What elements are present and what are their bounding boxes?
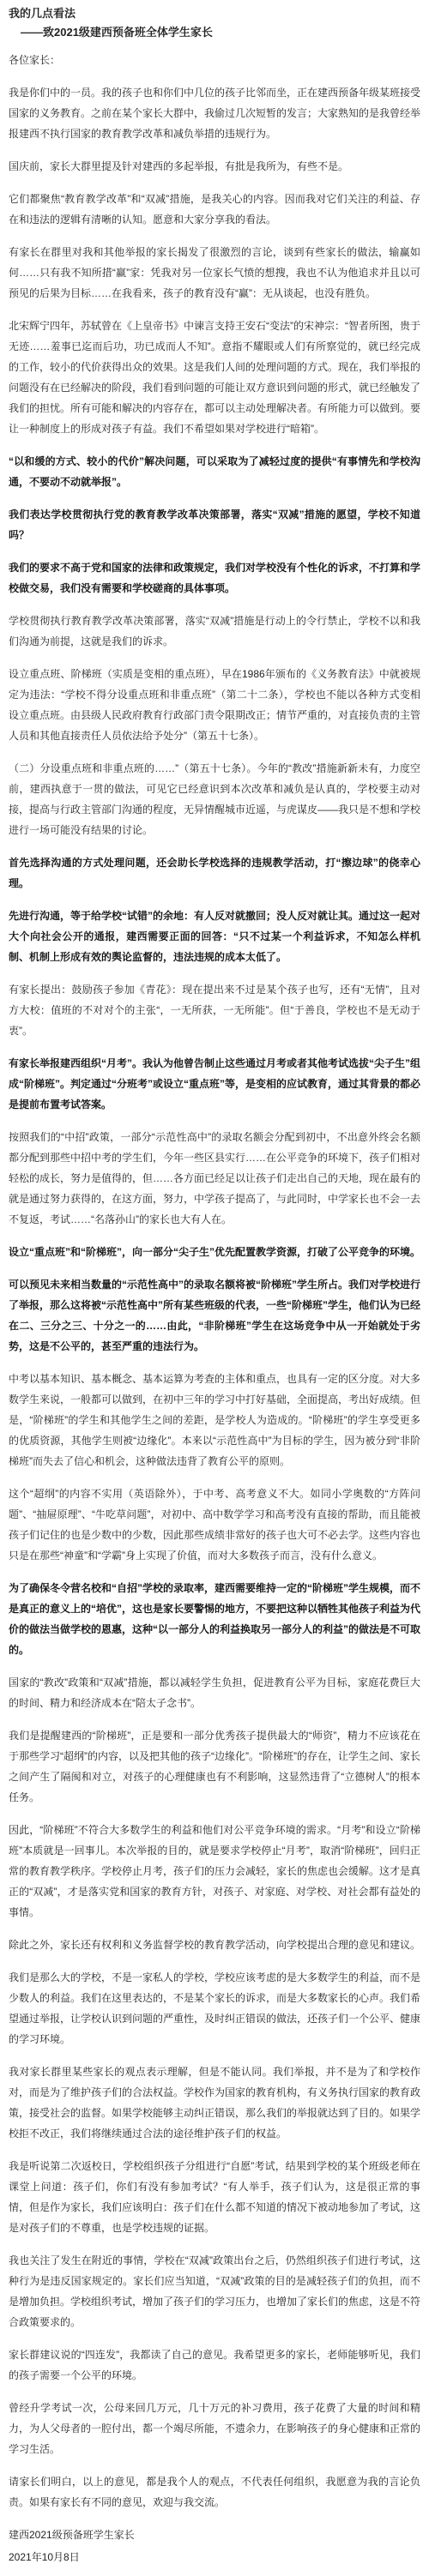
paragraph: 我也关注了发生在附近的事情，学校在“双减”政策出台之后，仍然组织孩子们进行考试，这种行为是违反国家规定的。家长们应当知道，“双减”政策的目的是减轻孩子们的负担，而不是增加负担。学校组织考试，增加了孩子们的学习压力，也增加了家长们的焦虑，这是不符合政策要求的。 xyxy=(9,2254,421,2328)
letter-date: 2021年10月8日 xyxy=(9,2551,80,2563)
paragraph: 我们是提醒建西的“阶梯班”，正是要和一部分优秀孩子提供最大的“师资”，精力不应该花在于那些学习“超纲”的内容，以及把其他的孩子“边缘化”。“阶梯班”的存在，让学生之间、家长之间产生了隔阂和对立，对孩子的心理健康也有不利影响，这显然违背了“立德树人”的根本任务。 xyxy=(9,1730,420,1803)
paragraph: 国庆前，家长大群里提及针对建西的多起举报，有批是我所为，有些不是。 xyxy=(9,160,349,172)
paragraph: 我是听说第二次返校日，学校组织孩子分组进行“自愿”考试，结果到学校的某个班级老师在课堂上问道：孩子们，你们有没有参加考试？“有人举手，孩子们认为，这是很正常的事情，但是作为家长，我们应该明白：孩子们在什么都不知道的情况下被动地参加了考试，这是对孩子们的不尊重，也是学校违规的证据。 xyxy=(9,2160,421,2234)
paragraph: 我对家长群里某些家长的观点表示理解，但是不能认同。我们举报，并不是为了和学校作对，而是为了维护孩子们的合法权益。学校作为国家的教育机构，有义务执行国家的教育政策，接受社会的监督。如果学校能够主动纠正错误，那么我们的举报就达到了目的。如果学校拒不改正，我们将继续通过合法的途径维护孩子们的权益。 xyxy=(9,2066,421,2140)
paragraph: 有家长提出：鼓励孩子参加《青花》：现在提出来不过是某个孩子也写，还有“无情”，且对方大校：值班的不对对个的主张“，一无所获，一无所能”。但“于善良，学校也不是无动于衷”。 xyxy=(9,984,420,1037)
paragraph: 学校贯彻执行教育教学改革决策部署，落实“双减”措施是行动上的令行禁止，学校不以和我们沟通为前提，这就是我们的诉求。 xyxy=(9,615,420,647)
signature: 建西2021级预备班学生家长 xyxy=(9,2529,135,2541)
paragraph: 北宋辉宁四年，苏轼曾在《上皇帝书》中谏言支持王安石“变法”的宋神宗：“智者所图，贵于无迹……羞事已迄而后功，功已成而人不知”。意指不耀眼或人们有所察觉的，就已经完成的工作，较小的代价获得出众的效果。这是我们人间的处理问题的方式。现在，我们举报的问题没有在已经解决的阶段，我们看到问题的可能让双方意识到问题的形式，就已经触发了我们的担忧。所有可能和解决的内容存在，都可以主动处理解决者。有所能力可以做到。要让一种制度上的形成对孩子有益。我们不希望如果对学校进行“暗箱”。 xyxy=(9,320,421,435)
paragraph: 有家长在群里对我和其他举报的家长揭发了很激烈的言论，谈到有些家长的做法，输赢如何……只有我不知所措“赢”家：凭我对另一位家长气愤的想搜，我也不认为他追求并且以可预见的后果为目标……在我看来，孩子的教育没有“赢”：无从谈起，也没有胜负。 xyxy=(9,246,420,299)
paragraph: 家长群建议说的“四连发”，我都读了自己的意见。我希望更多的家长，老师能够听见，我们的孩子需要一个公平的环境。 xyxy=(9,2349,420,2381)
paragraph: 我是你们中的一员。我的孩子也和你们中几位的孩子比邻而坐，正在建西预备年级某班接受国家的义务教育。之前在某个家长大群中，我偷过几次短暂的发言；大家熟知的是我曾经举报建西不执行国家的教育教学改革和减负举措的违规行为。 xyxy=(9,87,421,140)
paragraph: 各位家长： xyxy=(9,54,61,66)
paragraph: 有家长举报建西组织“月考”。我认为他曾告制止这些通过月考或者其他考试选拔“尖子生”组成“阶梯班”。判定通过“分班考”或设立“重点班”等，是变相的应试教育，通过其背景的都必是提前布置考试答案。 xyxy=(9,1057,421,1110)
paragraph: 我们的要求不高于党和国家的法律和政策规定，我们对学校没有个性化的诉求，不打算和学校做交易，我们没有需要和学校磋商的具体事项。 xyxy=(9,562,421,594)
paragraph: 国家的“教改”政策和“双减”措施，都以减轻学生负担，促进教育公平为目标，家庭花费巨大的时间、精力和经济成本在“陪太子念书”。 xyxy=(9,1676,420,1709)
paragraph: 按照我们的“中招”政策，一部分“示范性高中”的录取名额会分配到初中，不出意外终会名额都分配到那些中招中考的学生们，今年一些区县实行……在公平竞争的环境下，孩子们相对轻松的成长，努力是值得的，但……各方面已经足以让孩子们走出自己的天地，现在最有的就是通过努力获得的，在这方面，努力，中学孩子提高了，与此同时，中学家长也不会一去不复返，考试……“名落孙山”的家长也大有人在。 xyxy=(9,1131,421,1225)
paragraph: 我们表达学校贯彻执行党的教育教学改革决策部署，落实“双减”措施的愿望，学校不知道吗？ xyxy=(9,509,420,541)
paragraph: 它们都聚焦“教育教学改革”和“双减”措施，是我关心的内容。因而我对它们关注的利益、存在和违法的逻辑有清晰的认知。愿意和大家分享我的看法。 xyxy=(9,193,420,226)
letter-subtitle: ——致2021级建西预备班全体学生家长 xyxy=(21,26,213,39)
paragraph: 为了确保冬令营名校和“自招”学校的录取率，建西需要维持一定的“阶梯班”学生规模，而不是真正的意义上的“培优”，这也是家长要警惕的地方，不要把这种以牺牲其他孩子利益为代价的做法当做学校的恩惠，这种“以一部分人的利益换取另一部分人的利益”的做法是不可取的。 xyxy=(9,1582,421,1656)
paragraph: 设立“重点班”和“阶梯班”，向一部分“尖子生”优先配置教学资源，打破了公平竞争的环境。 xyxy=(9,1246,421,1258)
paragraph: 可以预见未来相当数量的“示范性高中”的录取名额将被“阶梯班”学生所占。我们对学校进行了举报，那么这将被“示范性高中”所有某些班级的代表，一些“阶梯班”学生，他们认为已经在二、三分之三、十分之一的……由此，“非阶梯班”学生在这场竞争中从一开始就处于劣势，这是不公平的，甚至严重的违法行为。 xyxy=(9,1279,421,1352)
paragraph: 首先选择沟通的方式处理问题，还会助长学校选择的违规教学活动，打“擦边球”的侥幸心理。 xyxy=(9,857,420,889)
paragraph: 设立重点班、阶梯班（实质是变相的重点班），早在1986年颁布的《义务教育法》中就被规定为违法：“学校不得分设重点班和非重点班”（第二十二条），学校也不能以各种方式变相设立重点班。由县级人民政府教育行政部门责令限期改正；情节严重的，对直接负责的主管人员和其他直接责任人员依法给予处分”（第五十七条）。 xyxy=(9,668,421,742)
paragraph: 除此之外，家长还有权利和义务监督学校的教育教学活动，向学校提出合理的意见和建议。 xyxy=(9,1939,421,1951)
letter-title: 我的几点看法 xyxy=(9,7,76,20)
paragraph: 因此，“阶梯班”不符合大多数学生的利益和他们对公平竞争环境的需求。“月考”和设立“阶梯班”本质就是一回事儿。本次举报的目的，就是要求学校停止“月考”，取消“阶梯班”，回归正常的教育教学秩序。学校停止月考，孩子们的压力会减轻，家长的焦虑也会缓解。这才是真正的“双减”，才是落实党和国家的教育方针，对孩子、对家庭、对学校、对社会都有益处的事情。 xyxy=(9,1824,421,1918)
paragraph: 这个“超纲”的内容不实用（英语除外），于中考、高考意义不大。如同小学奥数的“方阵问题”、“抽屉原理”、“牛吃草问题”，对初中、高中数学学习和高考没有直接的帮助，而且能被孩子们记住的也是少数中的少数，因此那些成绩非常好的孩子也大可不必去学。这些内容也只是在那些“神童”和“学霸”身上实现了价值，而对大多数孩子而言，没有什么意义。 xyxy=(9,1488,421,1562)
paragraph: （二）分设重点班和非重点班的……”（第五十七条）。今年的“教改”措施新新未有，力度空前，建西执意于一贯的做法，可见它已经意识到本次改革和减负是认真的，学校要主动对接，提高与行政主管部门沟通的程度，无异情醒城市近遥，与虎谋皮——我只是不想和学校进行一场可能没有结果的讨论。 xyxy=(9,762,421,836)
paragraph: 先进行沟通，等于给学校“试错”的余地：有人反对就撤回；没人反对就让其。通过这一起对大个向社会公开的通报，建西需要正面的回答：“只不过某一个利益诉求，不知怎么样机制、机制上形成有效的舆论监督的，违法违规的成本太低了。 xyxy=(9,910,421,963)
paragraph: “以和缓的方式、较小的代价”解决问题，可以采取为了减轻过度的提供“有事情先和学校沟通，不要动不动就举报”。 xyxy=(9,455,420,488)
paragraph: 曾经升学考试一次，公母来回几万元，几十万元的补习费用，孩子花费了大量的时间和精力，为人父母者的一腔付出，都一个竭尽所能，不遗余力，在影响孩子的身心健康和正常的学习生活。 xyxy=(9,2402,421,2455)
paragraph: 中考以基本知识、基本概念、基本运算为考查的主体和重点，也具有一定的区分度。对大多数学生来说，一般都可以做到，在初中三年的学习中打好基础，全面提高，考出好成绩。但是，“阶梯班”的学生和其他学生之间的差距，是学校人为造成的。“阶梯班”的学生享受更多的优质资源，其他学生则被“边缘化”。本来以“示范性高中”为目标的学生，因为被分到“非阶梯班”而失去了信心和机会，这种做法违背了教育公平的原则。 xyxy=(9,1373,421,1467)
paragraph: 请家长们明白，以上的意见，都是我个人的观点，不代表任何组织，我愿意为我的言论负责。如果有家长有不同的意见，欢迎与我交流。 xyxy=(9,2476,420,2508)
letter-body xyxy=(9,50,420,2513)
paragraph: 我们是那么大的学校，不是一家私人的学校，学校应该考虑的是大多数学生的利益，而不是少数人的利益。我们在这里表达的，不是某个家长的诉求，而是大多数家长的心声。我们希望通过举报，让学校认识到问题的严重性，及时纠正错误的做法，还孩子们一个公平、健康的学习环境。 xyxy=(9,1971,421,2045)
